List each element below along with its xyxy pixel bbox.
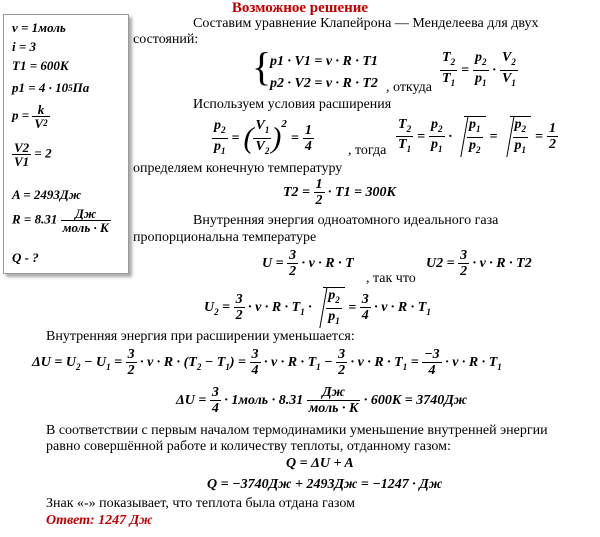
given-p1-exp: 5 (68, 83, 73, 93)
given-p1-value: p1 = 4 · 10 (12, 80, 69, 95)
given-r-den: моль · K (62, 220, 109, 235)
eq-q: Q = ΔU + A (286, 456, 354, 471)
text-togda: , тогда (348, 143, 387, 158)
given-p-den: $V^2$ (34, 116, 48, 131)
text-vnutr2: пропорциональна температуре (133, 230, 317, 245)
given-q: Q - ? (12, 250, 39, 265)
text-tak-chto: , так что (366, 271, 416, 286)
pressure-ratio: $\frac{p_2}{p_1}$ = ( $\frac{V_1}{V_2}$ )$^2$ = $\frac{1}{4}$ (214, 118, 312, 156)
given-i: i = 3 (12, 39, 37, 54)
given-p1 (12, 81, 89, 95)
text-vnutr1: Внутренняя энергия одноатомного идеального газа (193, 213, 499, 228)
ratio-t2-t1: $\frac{T_2}{T_1}$ = $\frac{p_2}{p_1}$ · $\frac{V_2}{V_1}$ (442, 50, 516, 88)
eq-t2: T2 = $\frac{1}{2}$ · T1 = 300K (283, 177, 396, 208)
eq-delta-u: $\Delta U = U_2 - U_1$ = $\frac{3}{2}$ · $\nu \cdot R \cdot (T_2 - T_1)$ = $\frac{3}{4}$ · $\nu \cdot R \cdot T_1$ − $\frac{3}{2}$ · $\nu \cdot R \cdot T_1$ = $\frac{-3}{4}$ · $\nu \cdot R \cdot T_1$ (32, 347, 502, 378)
page-title: Возможное решение (231, 0, 369, 16)
system-eq2: p2 · V2 = ν · R · T2 (270, 76, 378, 91)
text-opredelyaem: определяем конечную температуру (133, 161, 343, 176)
eq-u2-sqrt: $U_2$ = $\frac{3}{2}$ · $\nu \cdot R \cdot T_1$ · $\frac{p_2}{p_1}$ = $\frac{3}{4}$ · $\nu \cdot R \cdot T_1$ (204, 287, 431, 329)
text-soot2: равно совершённой работе и количеству теплоты, отданному газом: (46, 439, 451, 454)
given-r-frac (61, 207, 111, 234)
given-v-den: V1 (14, 154, 30, 169)
given-r-left: R = 8.31 (12, 211, 58, 227)
text-pri-rassh: Внутренняя энергия при расширении уменьшается: (46, 329, 355, 344)
answer: Ответ: 1247 Дж (46, 513, 153, 528)
eq-q-num: Q = −3740Дж + 2493Дж = −1247 · Дж (207, 477, 443, 492)
given-p1-unit: Па (72, 80, 90, 95)
eq-delta-u-num: ΔU = $\frac{3}{4}$ · 1моль · 8.31 Дж моль · K · 600K = 3740Дж (176, 385, 468, 416)
given-p-frac (32, 103, 49, 130)
given-v-frac (12, 141, 31, 168)
given-p-left: p = (12, 107, 30, 123)
given-nu: ν = 1моль (12, 20, 66, 35)
given-v-num: V2 (14, 140, 30, 155)
system-eq1: p1 · V1 = ν · R · T1 (270, 54, 378, 69)
eq-u: U = $\frac{3}{2}$ · ν · R · T (262, 248, 354, 279)
given-r (12, 207, 111, 234)
text-line1: Составим уравнение Клапейрона — Менделеева для двух (193, 16, 539, 31)
given-p (12, 103, 50, 130)
given-box (3, 14, 129, 274)
text-line2: состояний: (133, 32, 199, 47)
eq-u2: U2 = $\frac{3}{2}$ · ν · R · T2 (426, 248, 532, 279)
given-t1: T1 = 600K (12, 58, 69, 73)
text-ispolzuem: Используем условия расширения (193, 97, 392, 112)
text-soot1: В соответствии с первым началом термодинамики уменьшение внутренней энергии (46, 423, 548, 438)
text-znak: Знак «-» показывает, что теплота была отдана газом (46, 496, 355, 511)
temp-ratio-sqrt: $\frac{T_2}{T_1}$ = $\frac{p_2}{p_1}$ · $\frac{p_1}{p_2}$ = $\frac{p_2}{p_1}$ = $\frac{1}{2}$ (396, 116, 558, 158)
given-r-num: Дж (61, 207, 111, 221)
given-a: A = 2493Дж (12, 187, 82, 202)
text-otkuda: , откуда (386, 80, 432, 95)
given-p-num: k (32, 103, 49, 117)
system-brace: { (252, 44, 272, 89)
given-v-eq: = 2 (34, 145, 52, 161)
given-v-ratio (12, 141, 52, 168)
